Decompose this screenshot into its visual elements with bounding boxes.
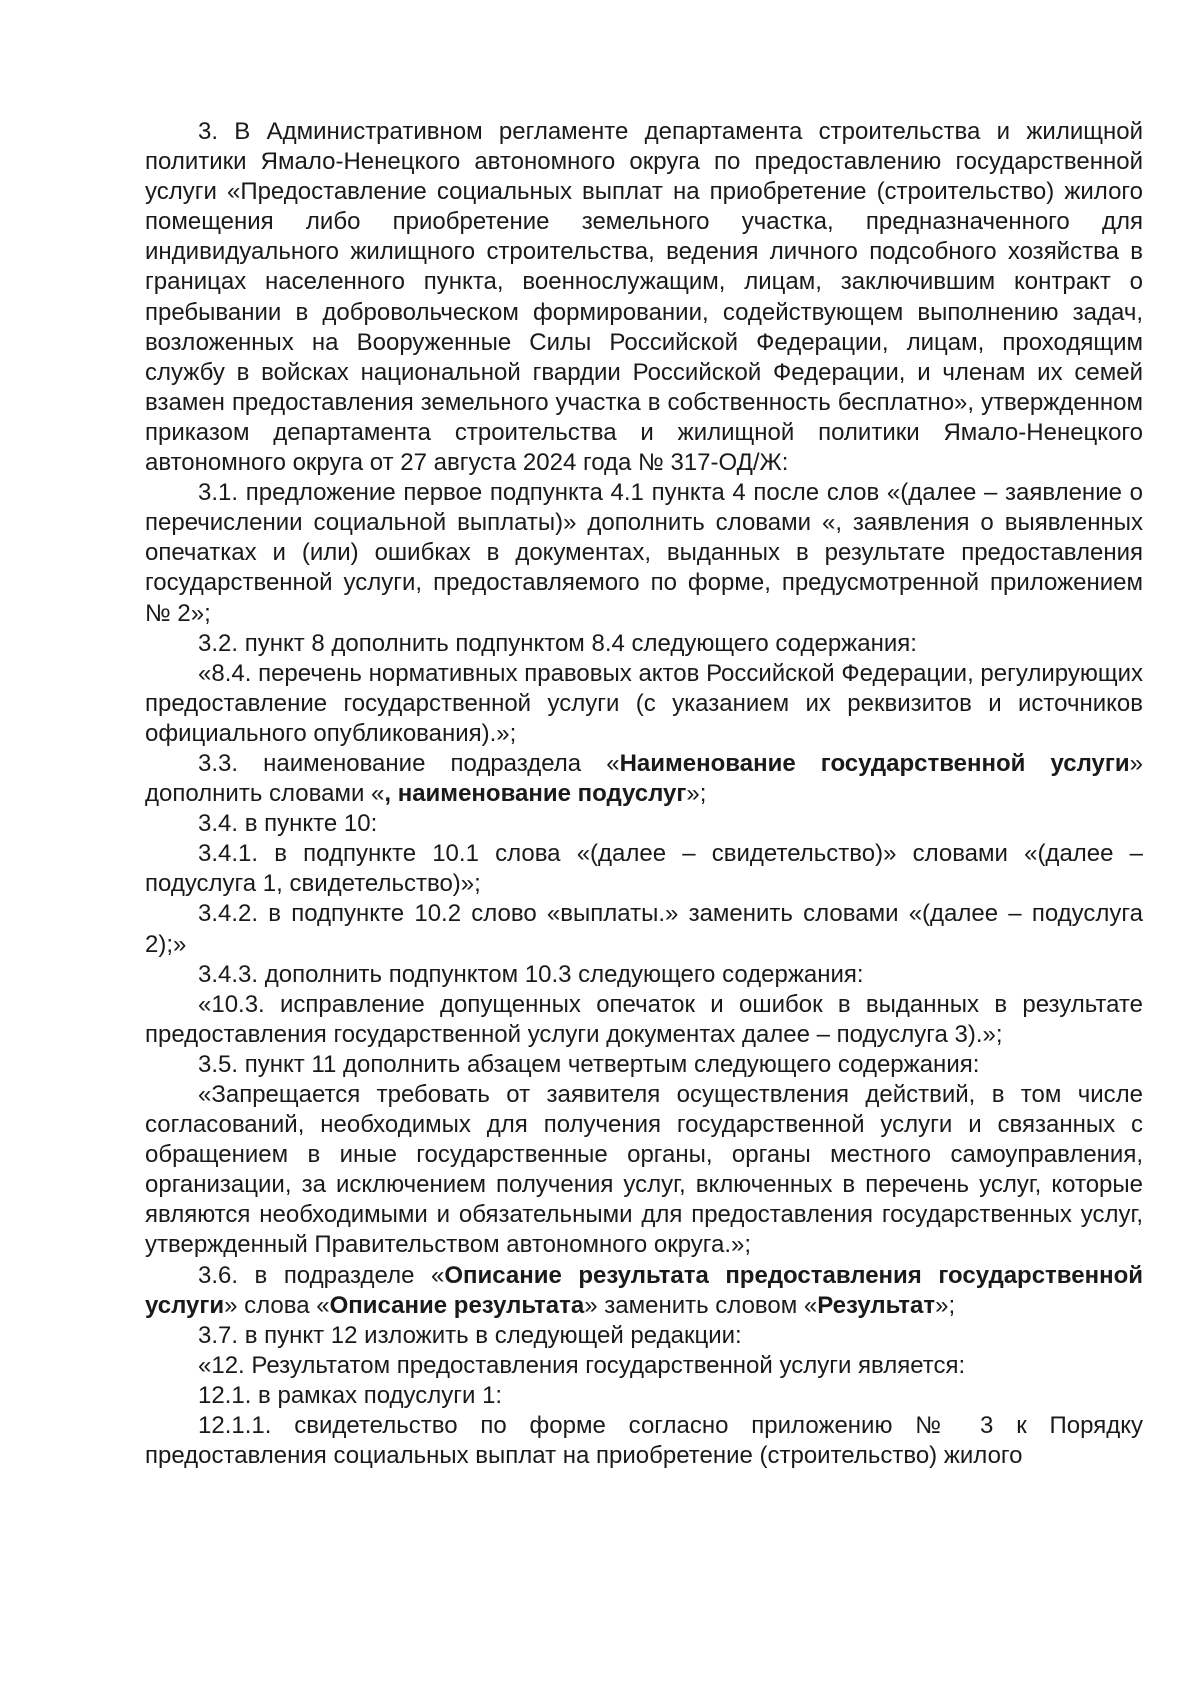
paragraph-3-6 bbox=[145, 1261, 1143, 1321]
bold-text-run: Описание результата предоставления государственной услуги bbox=[145, 1261, 1143, 1319]
text-run: »; bbox=[686, 780, 707, 808]
paragraph-8-4-quote: «8.4. перечень нормативных правовых актов Российской Федерации, регулирующих предоставление государственной услуги (с указанием их реквизитов и источников официального опубликования).»; bbox=[145, 659, 1143, 747]
bold-text-run: Результат bbox=[817, 1291, 936, 1319]
paragraph-3-3 bbox=[145, 749, 1143, 809]
paragraph-12-1: 12.1. в рамках подуслуги 1: bbox=[198, 1381, 503, 1409]
paragraph-3-7: 3.7. в пункт 12 изложить в следующей редакции: bbox=[198, 1321, 742, 1349]
paragraph-10-3-quote: «10.3. исправление допущенных опечаток и ошибок в выданных в результате предоставления государственной услуги документах далее – подуслуга 3).»; bbox=[145, 990, 1143, 1048]
bold-text-run: , наименование подуслуг bbox=[384, 780, 687, 808]
paragraph-12-1-1: 12.1.1. свидетельство по форме согласно приложению № 3 к Порядку предоставления социальных выплат на приобретение (строительство) жилого bbox=[145, 1412, 1143, 1470]
paragraph-3-4-1: 3.4.1. в подпункте 10.1 слова «(далее – свидетельство)» словами «(далее – подуслуга 1, свидетельство)»; bbox=[145, 840, 1143, 898]
paragraph-3-5: 3.5. пункт 11 дополнить абзацем четвертым следующего содержания: bbox=[198, 1050, 980, 1078]
paragraph-3-4: 3.4. в пункте 10: bbox=[198, 810, 378, 838]
paragraph-prohibition-quote: «Запрещается требовать от заявителя осуществления действий, в том числе согласований, необходимых для получения государственной услуги и связанных с обращением в иные государственные органы, органы местного самоуправления, организации, за исключением получения услуг, включенных в перечень услуг, которые являются необходимыми и обязательными для предоставления государственных услуг, утвержденный Правительством автономного округа.»; bbox=[145, 1081, 1143, 1259]
paragraph-3: 3. В Административном регламенте департамента строительства и жилищной политики Ямало-Ненецкого автономного округа по предоставлению государственной услуги «Предоставление социальных выплат на приобретение (строительство) жилого помещения либо приобретение земельного участка, предназначенного для индивидуального жилищного строительства, ведения личного подсобного хозяйства в границах населенного пункта, военнослужащим, лицам, заключившим контракт о пребывании в добровольческом формировании, содействующем выполнению задач, возложенных на Вооруженные Силы Российской Федерации, лицам, проходящим службу в войсках национальной гвардии Российской Федерации, и членам их семей взамен предоставления земельного участка в собственность бесплатно», утвержденном приказом департамента строительства и жилищной политики Ямало-Ненецкого автономного округа от 27 августа 2024 года № 317-ОД/Ж: bbox=[145, 118, 1143, 477]
bold-text-run: Описание результата bbox=[329, 1291, 585, 1319]
paragraph-3-1: 3.1. предложение первое подпункта 4.1 пункта 4 после слов «(далее – заявление о перечислении социальной выплаты)» дополнить словами «, заявления о выявленных опечатках и (или) ошибках в документах, выданных в результате предоставления государственной услуги, предоставляемого по форме, предусмотренной приложением № 2»; bbox=[145, 479, 1143, 627]
text-run: »; bbox=[935, 1291, 956, 1319]
bold-text-run: Наименование государственной услуги bbox=[619, 749, 1130, 777]
text-run: 3.3. наименование подраздела « bbox=[198, 749, 620, 777]
text-run: » слова « bbox=[224, 1291, 330, 1319]
text-run: » дополнить словами « bbox=[145, 749, 1143, 808]
paragraph-12-quote: «12. Результатом предоставления государственной услуги является: bbox=[198, 1351, 966, 1379]
paragraph-3-2: 3.2. пункт 8 дополнить подпунктом 8.4 следующего содержания: bbox=[198, 629, 917, 657]
text-run: 3.6. в подразделе « bbox=[198, 1261, 445, 1289]
text-run: » заменить словом « bbox=[584, 1291, 818, 1319]
paragraph-3-4-2: 3.4.2. в подпункте 10.2 слово «выплаты.» заменить словами «(далее – подуслуга 2);» bbox=[145, 900, 1143, 958]
paragraph-3-4-3: 3.4.3. дополнить подпунктом 10.3 следующего содержания: bbox=[198, 960, 864, 988]
